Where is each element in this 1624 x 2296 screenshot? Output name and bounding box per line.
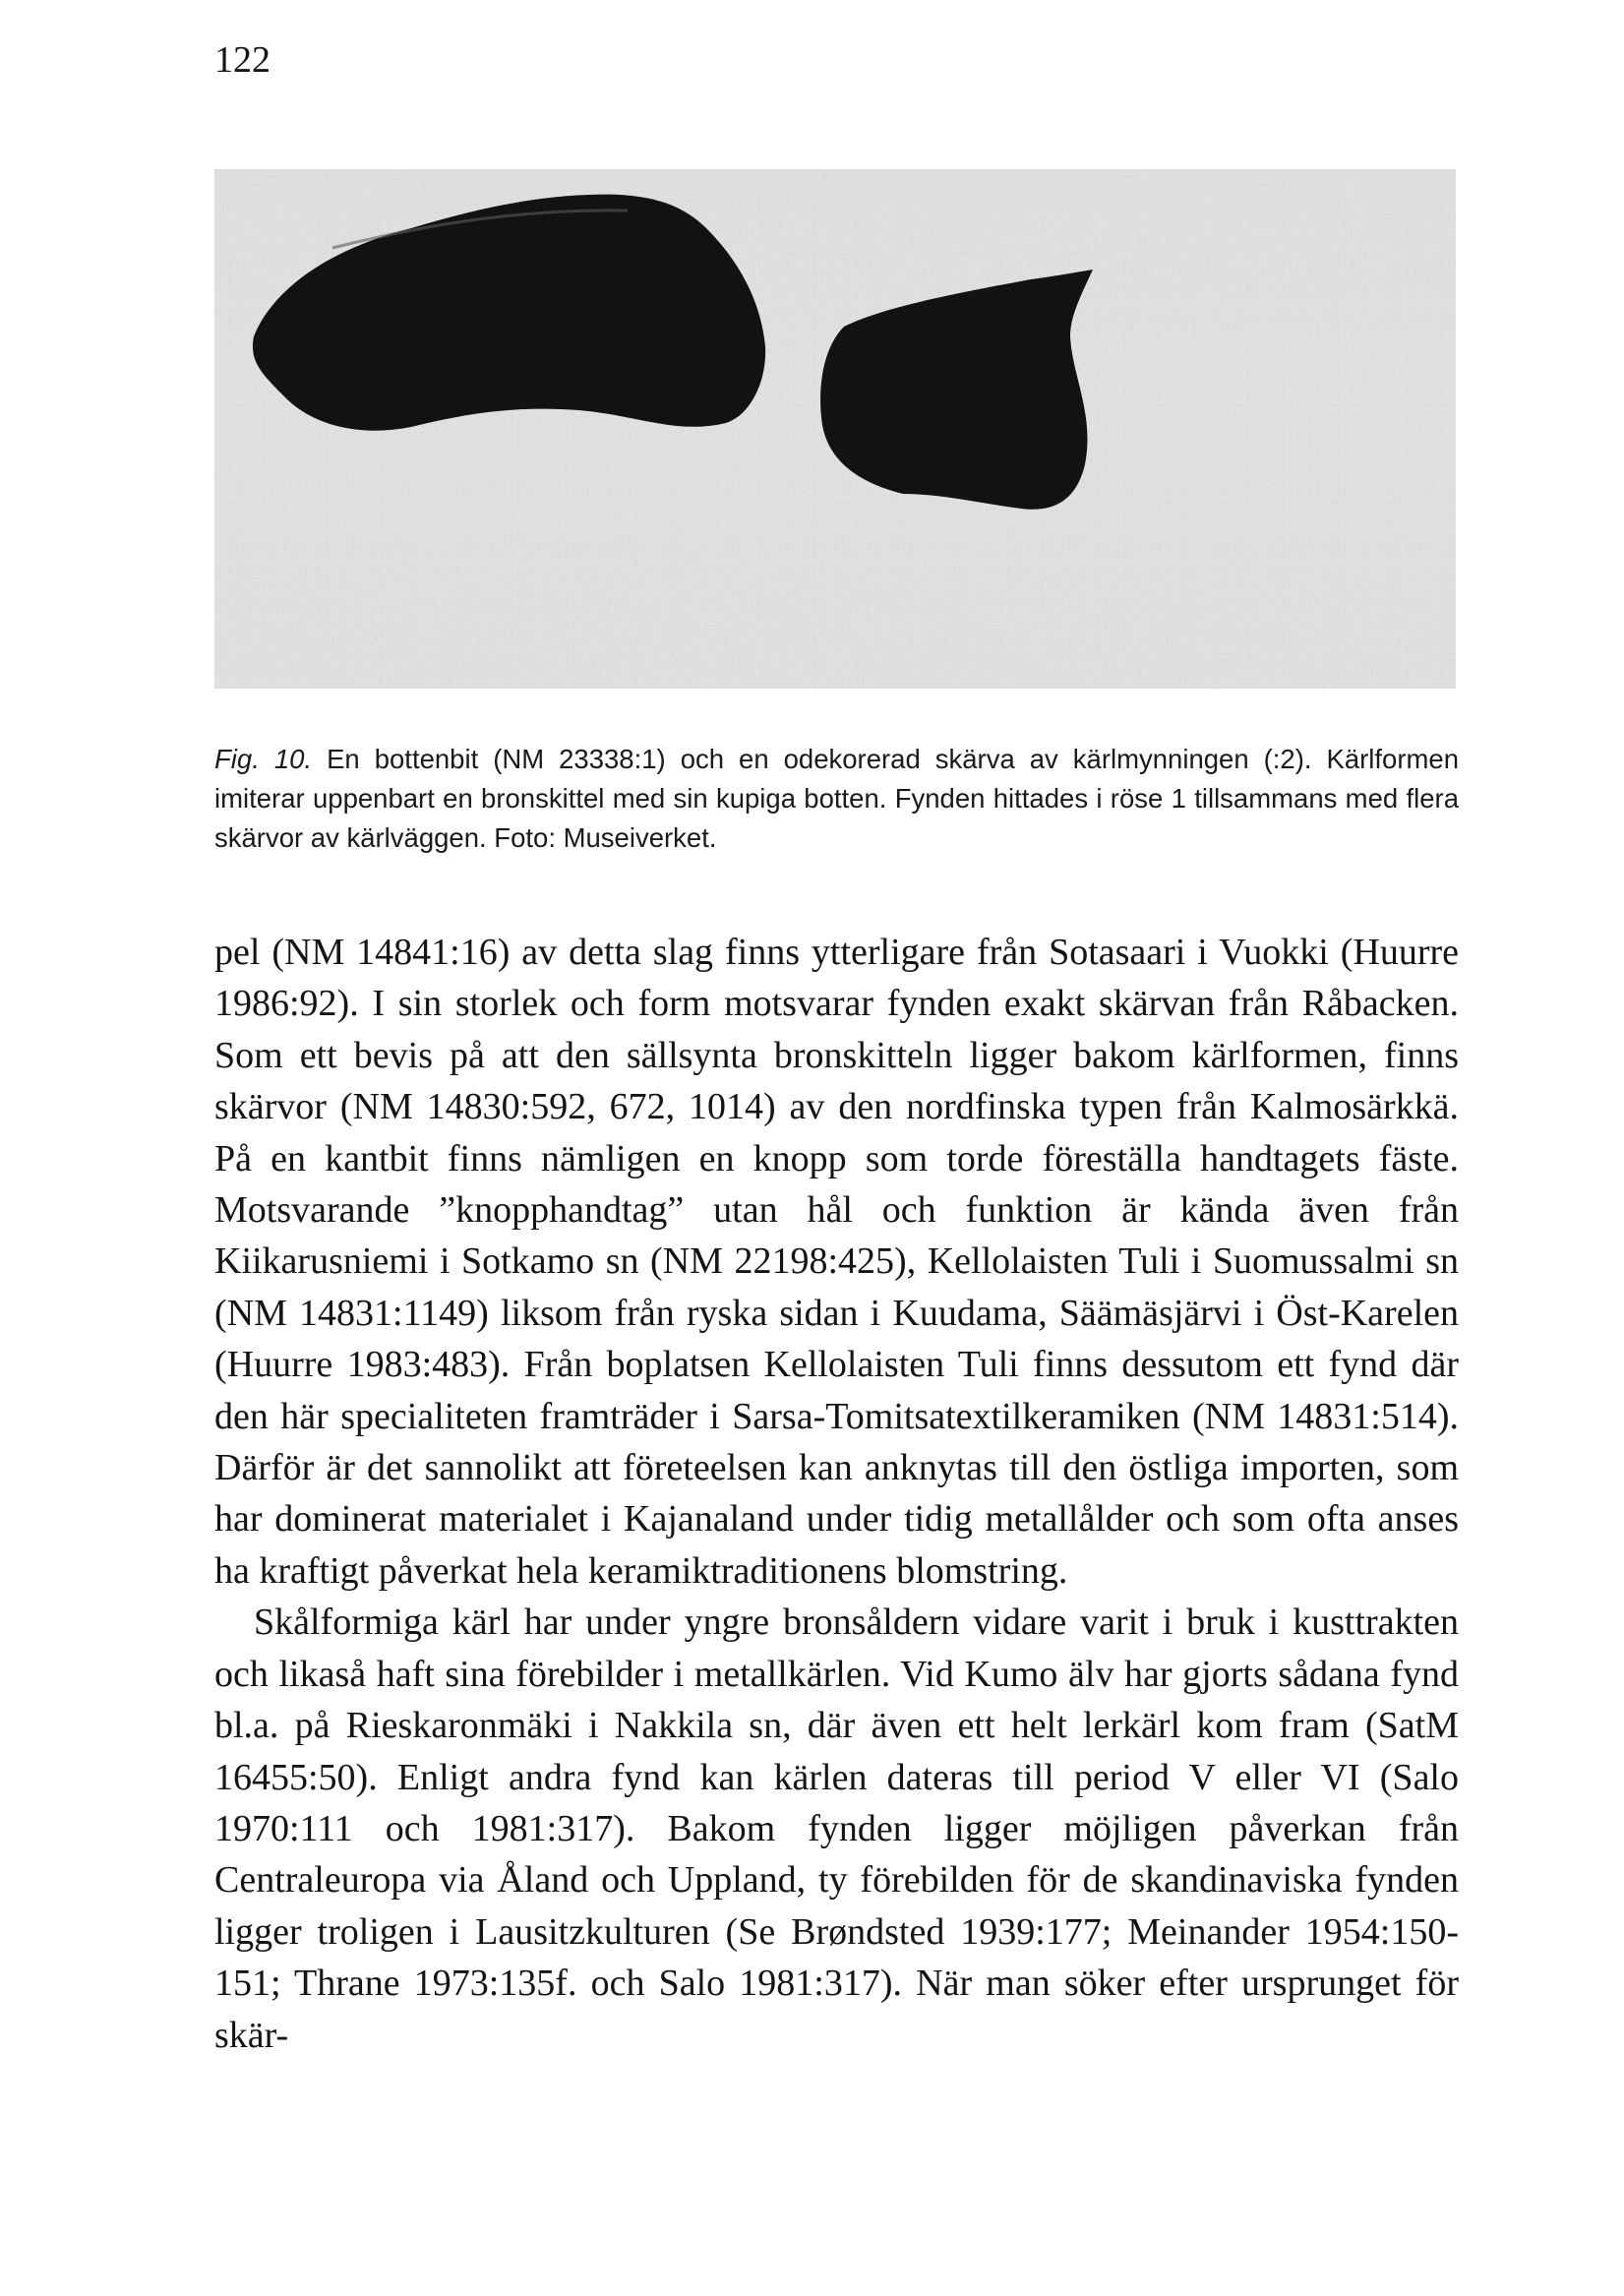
- figure-label: Fig. 10.: [214, 744, 313, 774]
- figure-photo: [214, 169, 1456, 689]
- page-number: 122: [214, 39, 271, 81]
- paragraph-2: Skålformiga kärl har under yngre bronsåldern vidare varit i bruk i kusttrakten och likaså haft sina förebilder i metallkärlen. Vid Kumo älv har gjorts sådana fynd bl.a. på Rieskaronmäki i Nakkila sn, där även ett helt lerkärl kom fram (SatM 16455:50). Enligt andra fynd kan kärlen dateras till period V eller VI (Salo 1970:111 och 1981:317). Bakom fynden ligger möjligen påverkan från Centraleuropa via Åland och Uppland, ty förebilden för de skandinaviska fynden ligger troligen i Lausitzkulturen (Se Brøndsted 1939:177; Meinander 1954:150-151; Thrane 1973:135f. och Salo 1981:317). När man söker efter ursprunget för skär-: [214, 1601, 1459, 2056]
- sherds-illustration: [214, 169, 1456, 689]
- figure-caption: [214, 740, 1459, 858]
- body-text: [214, 927, 1459, 2061]
- figure-caption-text: En bottenbit (NM 23338:1) och en odekorerad skärva av kärlmynningen (:2). Kärlformen imiterar uppenbart en bronskittel med sin kupiga botten. Fynden hittades i röse 1 tillsammans med flera skärvor av kärlväggen. Foto: Museiverket.: [214, 744, 1459, 853]
- paragraph-1: pel (NM 14841:16) av detta slag finns ytterligare från Sotasaari i Vuokki (Huurre 1986:92). I sin storlek och form motsvarar fynden exakt skärvan från Råbacken. Som ett bevis på att den sällsynta bronskitteln ligger bakom kärlformen, finns skärvor (NM 14830:592, 672, 1014) av den nordfinska typen från Kalmosärkkä. På en kantbit finns nämligen en knopp som torde föreställa handtagets fäste. Motsvarande ”knopphandtag” utan hål och funktion är kända även från Kiikarusniemi i Sotkamo sn (NM 22198:425), Kellolaisten Tuli i Suomussalmi sn (NM 14831:1149) liksom från ryska sidan i Kuudama, Säämäsjärvi i Öst-Karelen (Huurre 1983:483). Från boplatsen Kellolaisten Tuli finns dessutom ett fynd där den här specialiteten framträder i Sarsa-Tomitsatextilkeramiken (NM 14831:514). Därför är det sannolikt att företeelsen kan anknytas till den östliga importen, som har dominerat materialet i Kajanaland under tidig metallålder och som ofta anses ha kraftigt påverkat hela keramiktraditionens blomstring.: [214, 932, 1459, 1592]
